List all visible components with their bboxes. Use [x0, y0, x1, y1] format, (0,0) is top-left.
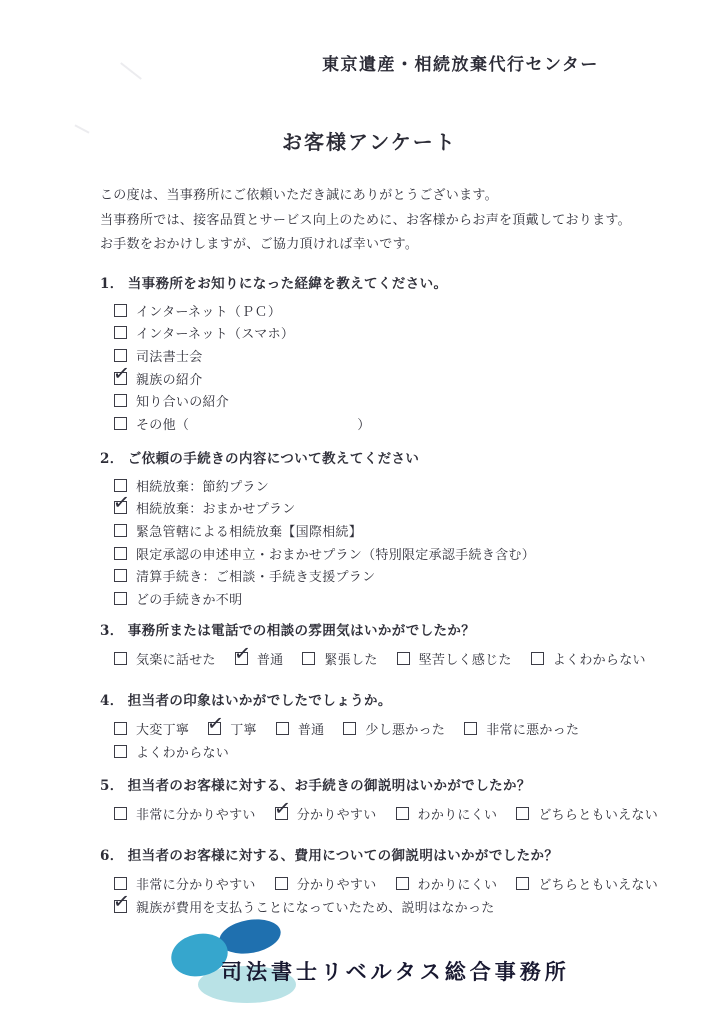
option-label: 限定承認の申述申立・おまかせプラン（特別限定承認手続き含む）	[136, 547, 536, 563]
checkbox[interactable]	[343, 722, 356, 735]
option-label: 丁寧	[230, 722, 257, 738]
checkbox-option[interactable]	[114, 519, 535, 542]
checkbox-option[interactable]	[396, 872, 498, 895]
checkbox-option[interactable]	[114, 344, 447, 367]
option-row	[114, 741, 598, 764]
option-label: 普通	[297, 722, 325, 738]
option-label: よくわからない	[136, 746, 230, 762]
question-6	[100, 844, 677, 918]
intro-line: お手数をおかけしますが、ご協力頂ければ幸いです。	[100, 237, 419, 252]
checkbox[interactable]	[114, 592, 127, 605]
checkbox-option[interactable]	[114, 474, 535, 497]
option-label: 非常に分かりやすい	[136, 807, 256, 823]
checkbox-option[interactable]	[464, 717, 579, 740]
checkbox[interactable]	[114, 501, 127, 514]
intro-line: この度は、当事務所にご依頼いただき誠にありがとうございます。	[100, 188, 498, 203]
option-label: 知り合いの紹介	[136, 395, 230, 411]
option-label: インターネット（ＰＣ）	[136, 304, 282, 320]
checkbox-option[interactable]	[114, 367, 447, 390]
option-label: よくわからない	[552, 652, 646, 668]
option-label: 分かりやすい	[296, 807, 377, 823]
checkbox-option[interactable]	[114, 717, 189, 740]
question-1	[100, 272, 447, 435]
checkbox[interactable]	[208, 722, 221, 735]
checkbox[interactable]	[114, 652, 127, 665]
checkbox[interactable]	[531, 652, 544, 665]
checkbox[interactable]	[276, 722, 289, 735]
option-row	[114, 717, 598, 740]
option-row	[114, 872, 677, 895]
checkbox[interactable]	[114, 394, 127, 407]
checkbox-option[interactable]	[235, 647, 284, 670]
scan-artifact	[74, 124, 89, 133]
checkbox[interactable]	[396, 877, 409, 890]
checkbox[interactable]	[516, 877, 529, 890]
checkbox[interactable]	[114, 304, 127, 317]
option-label: インターネット（スマホ）	[136, 327, 295, 343]
option-label: 非常に悪かった	[486, 722, 580, 738]
checkbox-option[interactable]	[114, 322, 447, 345]
checkbox-option[interactable]	[516, 872, 658, 895]
checkbox-option[interactable]	[397, 647, 512, 670]
question-text: 担当者の印象はいかがでしたでしょうか。	[127, 693, 392, 709]
checkbox-option[interactable]	[114, 564, 535, 587]
question-text: 担当者のお客様に対する、費用についての御説明はいかがでしたか？	[127, 848, 559, 864]
checkbox-option[interactable]	[114, 587, 535, 610]
checkbox-option[interactable]	[114, 647, 216, 670]
option-label: 親族の紹介	[136, 372, 203, 388]
option-list	[114, 299, 447, 435]
checkbox[interactable]	[235, 652, 248, 665]
checkbox[interactable]	[114, 745, 127, 758]
checkbox[interactable]	[302, 652, 315, 665]
checkbox-option[interactable]	[114, 389, 447, 412]
question-heading	[100, 619, 665, 639]
question-5	[100, 774, 677, 825]
option-label: 分かりやすい	[296, 877, 377, 893]
option-label: 少し悪かった	[365, 722, 446, 738]
checkbox[interactable]	[396, 807, 409, 820]
option-label: 大変丁寧	[136, 722, 190, 738]
option-label: 緊急管轄による相続放棄【国際相続】	[136, 524, 363, 540]
checkbox-option[interactable]	[114, 802, 256, 825]
option-list	[114, 474, 535, 610]
question-number: 5．	[100, 778, 124, 794]
question-number: 3．	[100, 623, 124, 639]
checkbox-option[interactable]	[396, 802, 498, 825]
close-paren: ）	[357, 417, 371, 433]
page-title: お客様アンケート	[282, 130, 457, 154]
question-heading	[100, 272, 447, 292]
option-label: わかりにくい	[417, 807, 498, 823]
checkbox[interactable]	[397, 652, 410, 665]
checkbox[interactable]	[114, 326, 127, 339]
option-label: どちらともいえない	[538, 807, 659, 823]
option-label: その他（	[136, 417, 190, 433]
option-label: 相続放棄：節約プラン	[136, 479, 270, 495]
option-label: 非常に分かりやすい	[136, 877, 256, 893]
checkbox[interactable]	[114, 417, 127, 430]
scan-artifact	[120, 62, 142, 80]
option-label: どちらともいえない	[538, 877, 659, 893]
checkbox[interactable]	[464, 722, 477, 735]
office-logo	[0, 912, 720, 1017]
option-row	[114, 647, 665, 670]
checkbox-option[interactable]	[114, 542, 535, 565]
checkbox-option[interactable]	[114, 299, 447, 322]
question-number: 1．	[100, 276, 124, 292]
option-label: 司法書士会	[136, 349, 203, 365]
checkbox-option[interactable]	[276, 717, 325, 740]
option-label: 親族が費用を支払うことになっていたため、説明はなかった	[136, 901, 495, 917]
question-heading	[100, 689, 598, 709]
question-text: 担当者のお客様に対する、お手続きの御説明はいかがでしたか？	[127, 778, 531, 794]
checkbox-option[interactable]	[275, 872, 377, 895]
question-4	[100, 689, 598, 763]
checkbox[interactable]	[114, 569, 127, 582]
checkbox[interactable]	[275, 877, 288, 890]
checkbox[interactable]	[114, 547, 127, 560]
option-label: 堅苦しく感じた	[418, 652, 512, 668]
question-heading	[100, 774, 677, 794]
question-number: 2．	[100, 451, 124, 467]
organization-name: 東京遺産・相続放棄代行センター	[322, 55, 599, 75]
checkbox-option[interactable]	[114, 497, 535, 520]
checkbox[interactable]	[275, 807, 288, 820]
checkbox-option[interactable]	[516, 802, 658, 825]
checkbox-option[interactable]	[275, 802, 377, 825]
checkbox[interactable]	[114, 722, 127, 735]
checkbox-option[interactable]	[208, 717, 257, 740]
option-label: どの手続きか不明	[136, 592, 243, 608]
intro-line: 当事務所では、接客品質とサービス向上のために、お客様からお声を頂戴しております。	[100, 212, 631, 228]
checkbox-option[interactable]	[114, 741, 229, 764]
checkbox[interactable]	[114, 807, 127, 820]
checkbox-option[interactable]	[302, 647, 377, 670]
option-label: わかりにくい	[417, 877, 498, 893]
option-label: 気楽に話せた	[136, 652, 216, 668]
question-text: 当事務所をお知りになった経緯を教えてください。	[127, 276, 448, 292]
option-label: 清算手続き：ご相談・手続き支援プラン	[136, 570, 376, 586]
option-label: 緊張した	[324, 652, 378, 668]
question-text: ご依頼の手続きの内容について教えてください	[127, 451, 420, 467]
checkbox-option[interactable]	[114, 412, 447, 435]
question-heading	[100, 844, 677, 864]
question-3	[100, 619, 665, 670]
question-2	[100, 447, 535, 610]
question-number: 6．	[100, 848, 124, 864]
checkbox-option[interactable]	[114, 872, 256, 895]
checkbox[interactable]	[114, 524, 127, 537]
question-heading	[100, 447, 535, 467]
question-text: 事務所または電話での相談の雰囲気はいかがでしたか？	[127, 623, 476, 639]
checkbox[interactable]	[516, 807, 529, 820]
office-name: 司法書士リベルタス総合事務所	[221, 960, 570, 984]
option-row	[114, 802, 677, 825]
checkbox[interactable]	[114, 372, 127, 385]
intro-paragraph	[100, 184, 631, 258]
question-number: 4．	[100, 693, 124, 709]
option-label: 相続放棄：おまかせプラン	[136, 502, 296, 518]
checkbox-option[interactable]	[531, 647, 646, 670]
option-label: 普通	[256, 652, 284, 668]
checkbox-option[interactable]	[343, 717, 445, 740]
